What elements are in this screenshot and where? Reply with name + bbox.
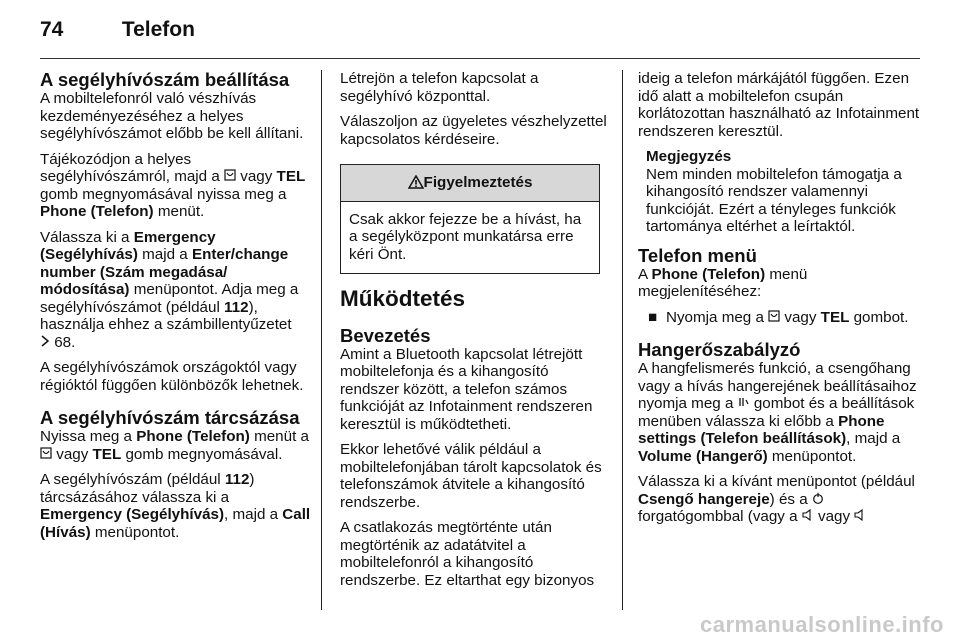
rotary-knob-icon — [812, 492, 824, 504]
note-text: Nem minden mobiltelefon támogatja a kihangosító rendszer valamennyi funkcióját. Ezért a tényleges funkciók tartománya eltérhet a leírtaktól. — [646, 165, 902, 235]
note-title: Megjegyzés — [646, 148, 732, 165]
list-item: ■ Nyomja meg a vagy TEL gombot. — [648, 308, 909, 326]
column-2 — [340, 70, 608, 597]
paragraph: A segélyhívószám (például 112) tárcsázásához válassza ki a Emergency (Segélyhívás), majd a Call (Hívás) menüpontot. — [40, 471, 311, 541]
paragraph: Amint a Bluetooth kapcsolat létrejött mobiltelefonja és a kihangosító rendszer között, a telefon számos funkcióját az Infotainment rendszeren keresztül is működtetheti. — [340, 345, 593, 433]
paragraph: Válassza ki a Emergency (Segélyhívás) majd a Enter/change number (Szám megadása/ módosítása) menüpontot. Adja meg a segélyhívószámot (például 112), használja ehhez a számbillentyűzetet 68. — [40, 228, 299, 351]
paragraph: Ekkor lehetővé válik például a mobiltelefonjában tárolt kapcsolatok és telefonszámok átvitele a kihangosító rendszerbe. — [340, 441, 602, 511]
paragraph: A hangfelismerés funkció, a csengőhang vagy a hívás hangerejének beállításaihoz nyomja meg a gombot és a beállítások menüben válassza ki előbb a Phone settings (Telefon beállítások), majd a Volume (Hangerő) menüpontot. — [638, 360, 917, 465]
warning-header: Figyelmeztetés — [341, 165, 599, 202]
phone-icon — [768, 310, 780, 322]
phone-icon — [224, 169, 236, 181]
page-number: 74 — [40, 18, 64, 41]
phone-icon — [40, 447, 52, 459]
column-3 — [638, 70, 930, 534]
page-header — [40, 18, 195, 42]
heading-introduction: Bevezetés — [340, 324, 431, 346]
paragraph: A segélyhívószámok országoktól vagy régióktól függően különbözők lehetnek. — [40, 359, 304, 394]
paragraph: Nyissa meg a Phone (Telefon) menüt a vagy TEL gomb megnyomásával. — [40, 428, 309, 463]
paragraph: A Phone (Telefon) menü megjelenítéséhez: — [638, 265, 808, 300]
heading-volume: Hangerőszabályzó — [638, 339, 801, 360]
paragraph: A csatlakozás megtörténte után megtörténik az adatátvitel a mobiltelefonról a kihangosító rendszerbe. Ez eltarthat egy bizonyos — [340, 519, 595, 589]
paragraph: Válaszoljon az ügyeletes vészhelyzettel kapcsolatos kérdéseire. — [340, 113, 607, 148]
heading-emergency-setup: A segélyhívószám beállítása — [40, 69, 290, 90]
volume-icon — [802, 509, 814, 521]
bullet-icon: ■ — [648, 308, 658, 326]
watermark: carmanualsonline.info — [700, 612, 944, 637]
page-title: Telefon — [121, 18, 195, 41]
paragraph: Tájékozódjon a helyes segélyhívószámról, majd a vagy TEL gomb megnyomásával nyissa meg a Phone (Telefon) menüt. — [40, 150, 306, 220]
paragraph: ideig a telefon márkájától függően. Ezen idő alatt a mobiltelefon csupán korlátozottan használható az Infotainment rendszeren keresztül. — [638, 70, 920, 140]
column-divider-1 — [321, 70, 322, 610]
column-divider-2 — [622, 70, 623, 610]
heading-operation: Működtetés — [340, 286, 466, 311]
arrow-reference-icon — [40, 335, 50, 347]
column-1 — [40, 70, 312, 549]
header-rule — [40, 58, 920, 59]
warning-box — [340, 164, 600, 274]
settings-icon — [738, 396, 750, 408]
paragraph: A mobiltelefonról való vészhívás kezdeményezéséhez a helyes segélyhívószámot előbb be kell állítani. — [40, 90, 304, 142]
heading-phone-menu: Telefon menü — [638, 244, 757, 266]
warning-text: Csak akkor fejezze be a hívást, ha a segélyközpont munkatársa erre kéri Önt. — [349, 210, 582, 263]
volume-icon — [854, 509, 866, 521]
heading-emergency-dial: A segélyhívószám tárcsázása — [40, 407, 300, 428]
paragraph: Létrejön a telefon kapcsolat a segélyhívó központtal. — [340, 70, 539, 105]
note-box — [646, 148, 930, 236]
paragraph: Válassza ki a kívánt menüpontot (például Csengő hangereje) és a forgatógombbal (vagy a vagy — [638, 473, 915, 525]
warning-triangle-icon — [408, 175, 424, 189]
